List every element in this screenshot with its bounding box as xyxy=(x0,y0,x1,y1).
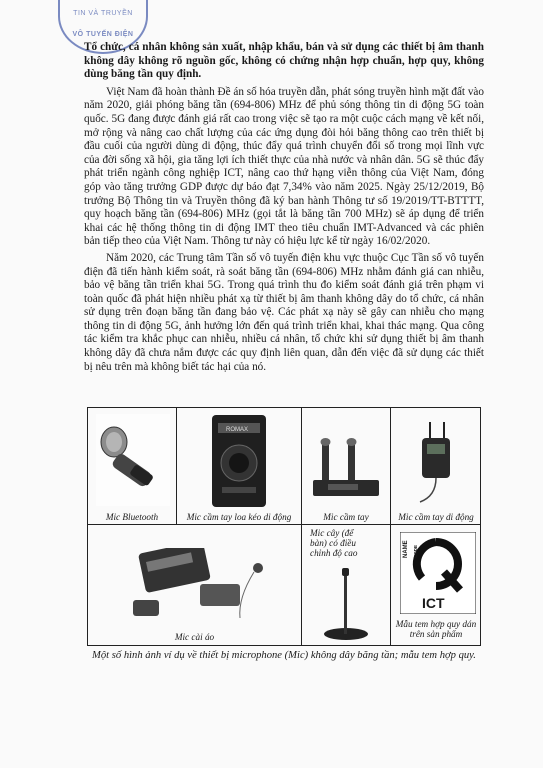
figure-caption: Mic cầm tay loa kéo di động xyxy=(186,512,292,522)
paragraph-1: Việt Nam đã hoàn thành Đề án số hóa truyền dẫn, phát sóng truyền hình mặt đất vào năm 2020, giải phóng băng tần (694-806) MHz để phủ sóng thông tin di động 5G toàn quốc. 5G đang được đánh giá rất cao trong việc sẽ tạo ra một cuộc cách mạng về kết nối, mở rộng và nâng cao chất lượng của các ứng dụng đòi hỏi băng thông cao trên thiết bị đầu cuối của người dùng di động, thúc đẩy quá trình chuyển đổi số trong mọi lĩnh vực của đời sống xã hội, gia tăng lợi ích thiết thực của nhà nước và nhân dân. 5G sẽ thúc đẩy phát triển ngành công nghiệp ICT, nâng cao thứ hạng viễn thông của Việt Nam, đóng góp vào tăng trưởng GDP được dự báo đạt 7,34% vào năm 2025. Ngày 25/12/2019, Bộ trưởng Bộ Thông tin và Truyền thông đã ký ban hành Thông tư số 19/2019/TT-BTTTT, quy hoạch băng tần (694-806) MHz (gọi tắt là băng tần 700 MHz) sẽ áp dụng để triển khai các hệ thống thông tin di động IMT theo tiêu chuẩn IMT-Advanced và các phiên bản tiếp theo của Việt Nam. Thông tư này có hiệu lực kể từ ngày 16/02/2020. xyxy=(84,85,484,248)
figure-caption: Mic cây (để bàn) có điều chỉnh độ cao xyxy=(310,528,358,558)
figure-table xyxy=(87,407,481,646)
handheld-mic-set-image xyxy=(308,438,384,504)
table-divider xyxy=(176,408,177,524)
stamp-text-bottom: VÔ TUYẾN ĐIỆN xyxy=(72,31,134,38)
figure-caption: Mic Bluetooth xyxy=(105,512,159,522)
table-divider xyxy=(301,408,302,645)
label-name-text: NAME xyxy=(403,540,409,558)
mic-bluetooth-image xyxy=(96,414,170,506)
figure-caption: Mic cầm tay xyxy=(323,512,369,522)
bodypack-mic-image xyxy=(400,416,472,508)
document-heading: Tổ chức, cá nhân không sản xuất, nhập khẩu, bán và sử dụng các thiết bị âm thanh không dây không rõ nguồn gốc, không có chứng nhận hợp chuẩn, hợp quy, không dùng băng tần quy định. xyxy=(84,41,484,81)
table-divider xyxy=(390,408,391,645)
figure-caption: Mic cài áo xyxy=(174,632,215,642)
table-divider xyxy=(88,524,480,525)
label-code-text: CODE xyxy=(413,544,418,558)
figure-caption: Mẫu tem hợp quy dán trên sản phẩm xyxy=(395,619,477,639)
figure-footer-caption: Một số hình ảnh ví dụ về thiết bị microphone (Mic) không dây băng tần; mẫu tem hợp quy. xyxy=(92,650,476,661)
figure-caption: Mic cầm tay di động xyxy=(398,512,474,522)
portable-speaker-mic-image xyxy=(210,411,270,511)
stamp-text-top: TIN VÀ TRUYỀN xyxy=(73,10,133,17)
lavalier-mic-image xyxy=(128,548,278,628)
body-text xyxy=(84,41,484,374)
label-ict-text: ICT xyxy=(422,595,445,611)
paragraph-2: Năm 2020, các Trung tâm Tần số vô tuyến điện khu vực thuộc Cục Tần số vô tuyến điện đã tiến hành kiểm soát, rà soát băng tần (694-806) MHz nhằm đánh giá can nhiễu, bảo vệ băng tần triển khai 5G. Trong quá trình thu đo kiểm soát đánh giá trên phạm vi toàn quốc đã phát hiện nhiều phát xạ từ thiết bị âm thanh không dây do tổ chức, cá nhân sử dụng trên đoạn băng tần đang bảo vệ. Các phát xạ này sẽ gây can nhiễu cho mạng thông tin di động 5G, ảnh hưởng lớn đến quá trình triển khai, khai thác mạng. Qua công tác kiểm tra khắc phục can nhiễu, nhiều cá nhân, tổ chức khi sử dụng thiết bị âm thanh không dây đã chưa nắm được các quy định liên quan, dẫn đến việc đã sử dụng các thiết bị nêu trên mà không biết tác hại của nó. xyxy=(84,251,484,373)
gooseneck-mic-image xyxy=(316,568,376,644)
svg-text:ROMAX: ROMAX xyxy=(226,427,249,433)
